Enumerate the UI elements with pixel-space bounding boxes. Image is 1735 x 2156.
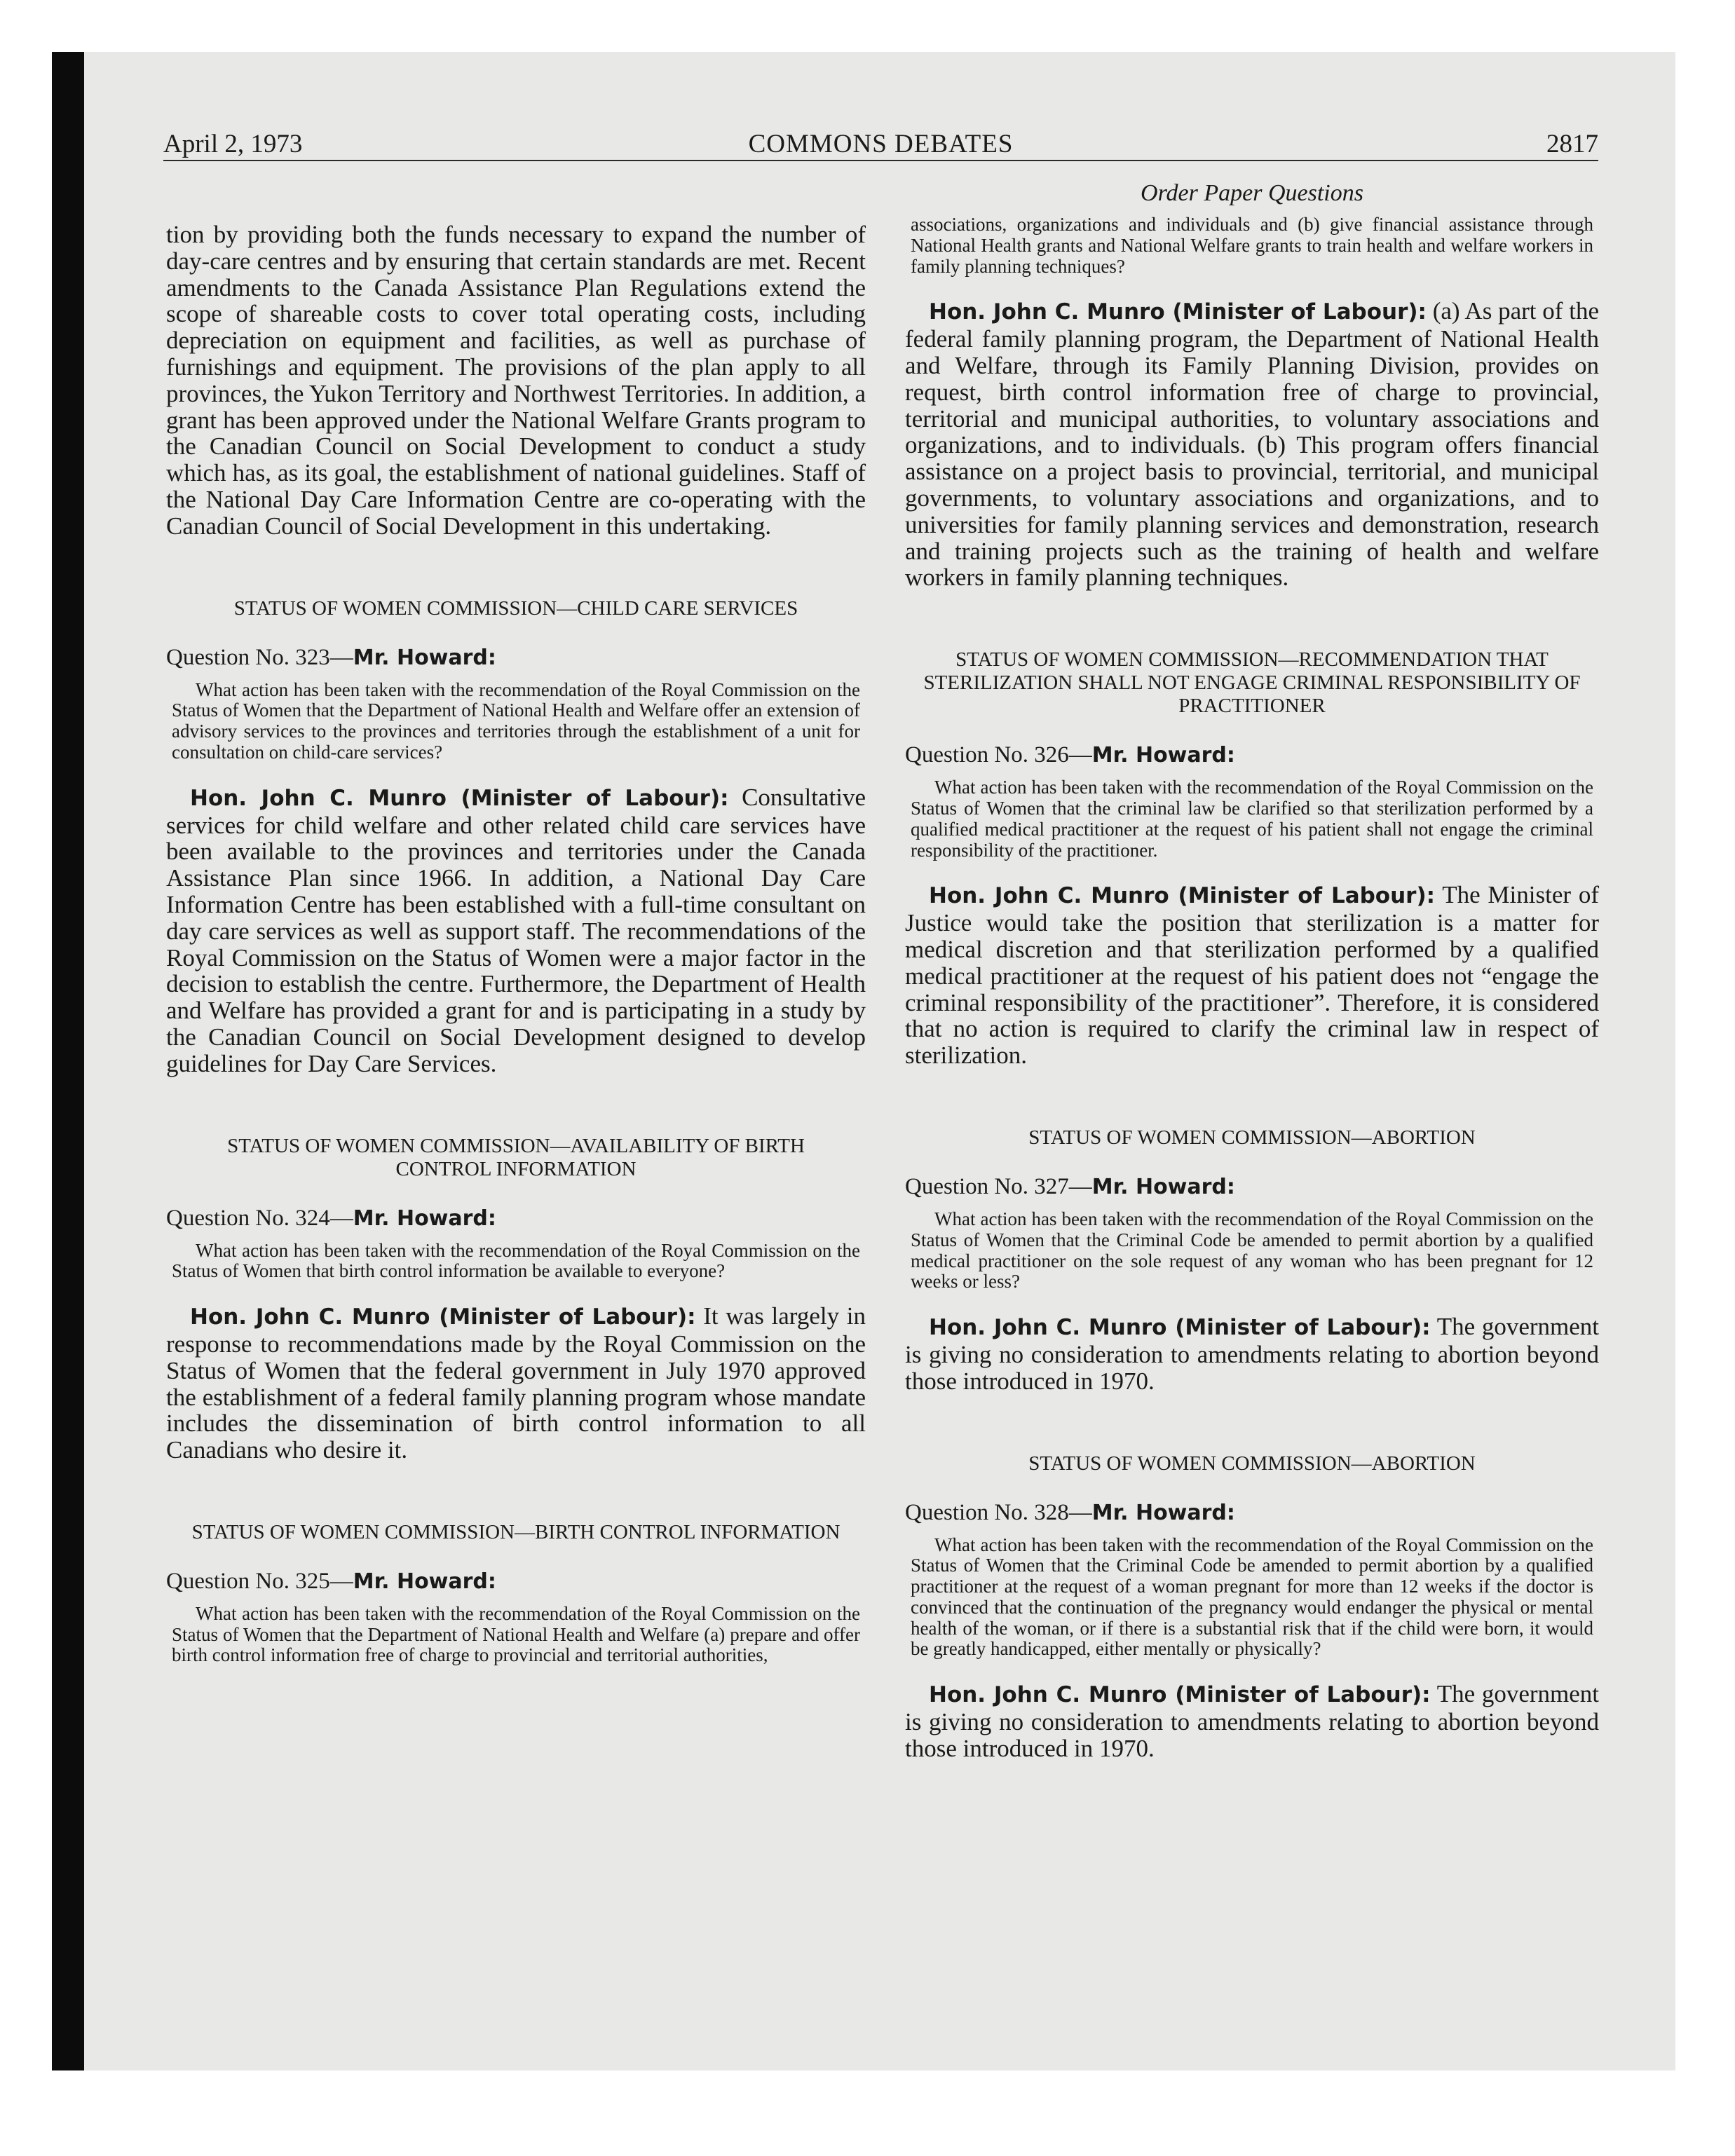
answer-q328 [905, 1681, 1599, 1761]
question-number: Question No. 324— [166, 1205, 353, 1231]
left-column [166, 175, 866, 1918]
question-number: Question No. 325— [166, 1568, 353, 1594]
question-text-q328: What action has been taken with the recommendation of the Royal Commission on the Status of Women that the Criminal Code be amended to permit abortion by a qualified practitioner at the request of a woman pregnant for more than 12 weeks if the doctor is convinced that the continuation of the pregnancy would endanger the physical or mental health of the woman, or if there is a substantial risk that if the child were born, it would be greatly handicapped, either mentally or physically? [911, 1534, 1593, 1660]
member-name: Mr. Howard: [1091, 1174, 1235, 1199]
answer-q326 [905, 882, 1599, 1069]
answer-text: It was largely in response to recommendations made by the Royal Commission on the Status of Women that the federal government in July 1970 approved the establishment of a federal family planning program whose mandate includes the dissemination of birth control information to all Canadians who desire it. [166, 1302, 866, 1464]
question-line-q327 [905, 1173, 1599, 1201]
page-header [163, 125, 1598, 161]
question-text-q325-part1: What action has been taken with the recommendation of the Royal Commission on the Status of Women that the Department of National Health and Welfare (a) prepare and offer birth control information free of charge to provincial and territorial authorities, [172, 1602, 860, 1666]
section-heading-q328: STATUS OF WOMEN COMMISSION—ABORTION [1028, 1452, 1476, 1475]
member-name: Mr. Howard: [1091, 1500, 1235, 1525]
answer-q323 [166, 784, 866, 1077]
answer-text: Consultative services for child welfare and other related child care services have been available to the provinces and territories under the Canada Assistance Plan since 1966. In addition, a National Day Care Information Centre has been established with a full-time consultant on day care services as well as support staff. The recommendations of the Royal Commission on the Status of Women were a major factor in the decision to establish the centre. Furthermore, the Department of Health and Welfare has provided a grant for and is participating in a study by the Canadian Council on Social Development designed to develop guidelines for Day Care Services. [166, 783, 866, 1077]
speaker-name: Hon. John C. Munro (Minister of Labour): [929, 1315, 1431, 1341]
answer-text: The government is giving no consideration to amendments relating to abortion beyond those introduced in 1970. [905, 1313, 1600, 1395]
question-number: Question No. 328— [905, 1499, 1092, 1525]
answer-q325 [905, 298, 1599, 591]
member-name: Mr. Howard: [353, 1569, 496, 1594]
answer-text: The Minister of Justice would take the position that sterilization is a matter for medical discretion and that sterilization performed by a qualified medical practitioner at the request of his patient does not “engage the criminal responsibility of the practitioner”. Therefore, it is considered that no action is required to clarify the criminal law in respect of sterilization. [905, 881, 1599, 1070]
question-text-q327: What action has been taken with the recommendation of the Royal Commission on the Status of Women that the Criminal Code be amended to permit abortion by a qualified medical practitioner on the sole request of any woman who has been pregnant for 12 weeks or less? [911, 1208, 1593, 1292]
question-number: Question No. 323— [166, 644, 353, 670]
answer-text: The government is giving no consideration to amendments relating to abortion beyond those introduced in 1970. [905, 1680, 1600, 1762]
question-line-q328 [905, 1499, 1599, 1527]
question-text-q324: What action has been taken with the recommendation of the Royal Commission on the Status of Women that birth control information be available to everyone? [172, 1239, 860, 1282]
continued-answer-text: tion by providing both the funds necessary to expand the number of day-care centres and by ensuring that certain standards are met. Recent amendments to the Canada Assistance Plan Regulations extend the scope of shareable costs to cover total operating costs, including depreciation on equipment and facilities, as well as purchase of furnishings and equipment. The provisions of the plan apply to all provinces, the Yukon Territory and Northwest Territories. In addition, a grant has been approved under the National Welfare Grants program to the Canadian Council on Social Development to conduct a study which has, as its goal, the establishment of national guidelines. Staff of the National Day Care Information Centre are co-operating with the Canadian Council of Social Development in this undertaking. [166, 221, 866, 540]
question-number: Question No. 326— [905, 742, 1092, 768]
section-heading-q325: STATUS OF WOMEN COMMISSION—BIRTH CONTROL INFORMATION [191, 1520, 841, 1543]
speaker-name: Hon. John C. Munro (Minister of Labour): [929, 1682, 1431, 1708]
question-line-q325 [166, 1568, 866, 1595]
question-number: Question No. 327— [905, 1173, 1092, 1199]
question-line-q324 [166, 1205, 866, 1232]
section-heading-q326: STATUS OF WOMEN COMMISSION—RECOMMENDATION THAT STERILIZATION SHALL NOT ENGAGE CRIMINAL RESPONSIBILITY OF PRACTITIONER [923, 648, 1581, 718]
question-line-q326 [905, 742, 1599, 769]
section-heading-q323: STATUS OF WOMEN COMMISSION—CHILD CARE SERVICES [233, 596, 798, 620]
member-name: Mr. Howard: [353, 1206, 496, 1231]
question-text-q325-part2: associations, organizations and individuals and (b) give financial assistance through National Health grants and National Welfare grants to train health and welfare workers in family planning techniques? [911, 214, 1593, 277]
scan-edge-shadow [52, 52, 84, 2070]
section-heading-q327: STATUS OF WOMEN COMMISSION—ABORTION [1028, 1126, 1476, 1149]
section-heading-q324: STATUS OF WOMEN COMMISSION—AVAILABILITY OF BIRTH CONTROL INFORMATION [227, 1134, 805, 1180]
speaker-name: Hon. John C. Munro (Minister of Labour): [190, 785, 729, 811]
right-column [905, 175, 1599, 1918]
speaker-name: Hon. John C. Munro (Minister of Labour): [929, 299, 1427, 325]
question-text-q323: What action has been taken with the recommendation of the Royal Commission on the Status of Women that the Department of National Health and Welfare offer an extension of advisory services to the provinces and territories through the establishment of a unit for consultation on child-care services? [172, 678, 860, 763]
question-text-q326: What action has been taken with the recommendation of the Royal Commission on the Status of Women that the criminal law be clarified so that sterilization performed by a qualified medical practitioner at the request of his patient shall not engage the criminal responsibility of the practitioner. [911, 777, 1593, 861]
speaker-name: Hon. John C. Munro (Minister of Labour): [190, 1304, 696, 1330]
question-line-q323 [166, 644, 866, 671]
member-name: Mr. Howard: [1091, 743, 1235, 768]
answer-q327 [905, 1314, 1599, 1394]
member-name: Mr. Howard: [353, 645, 496, 670]
header-title: COMMONS DEBATES [748, 130, 1014, 158]
section-label: Order Paper Questions [1141, 180, 1363, 206]
answer-text: (a) As part of the federal family planning program, the Department of National Health and Welfare, through its Family Planning Division, provides on request, birth control information free of charge to provincial, territorial and municipal authorities, to voluntary associations and organizations, and to individuals. (b) This program offers financial assistance on a project basis to provincial, territorial, and municipal governments, to voluntary associations and organizations, and to universities for family planning services and demonstration, research and training projects such as the training of health and welfare workers in family planning techniques. [905, 297, 1600, 592]
header-page-number: 2817 [1546, 130, 1598, 158]
speaker-name: Hon. John C. Munro (Minister of Labour): [929, 883, 1436, 909]
header-date: April 2, 1973 [163, 130, 303, 158]
answer-q324 [166, 1303, 866, 1464]
